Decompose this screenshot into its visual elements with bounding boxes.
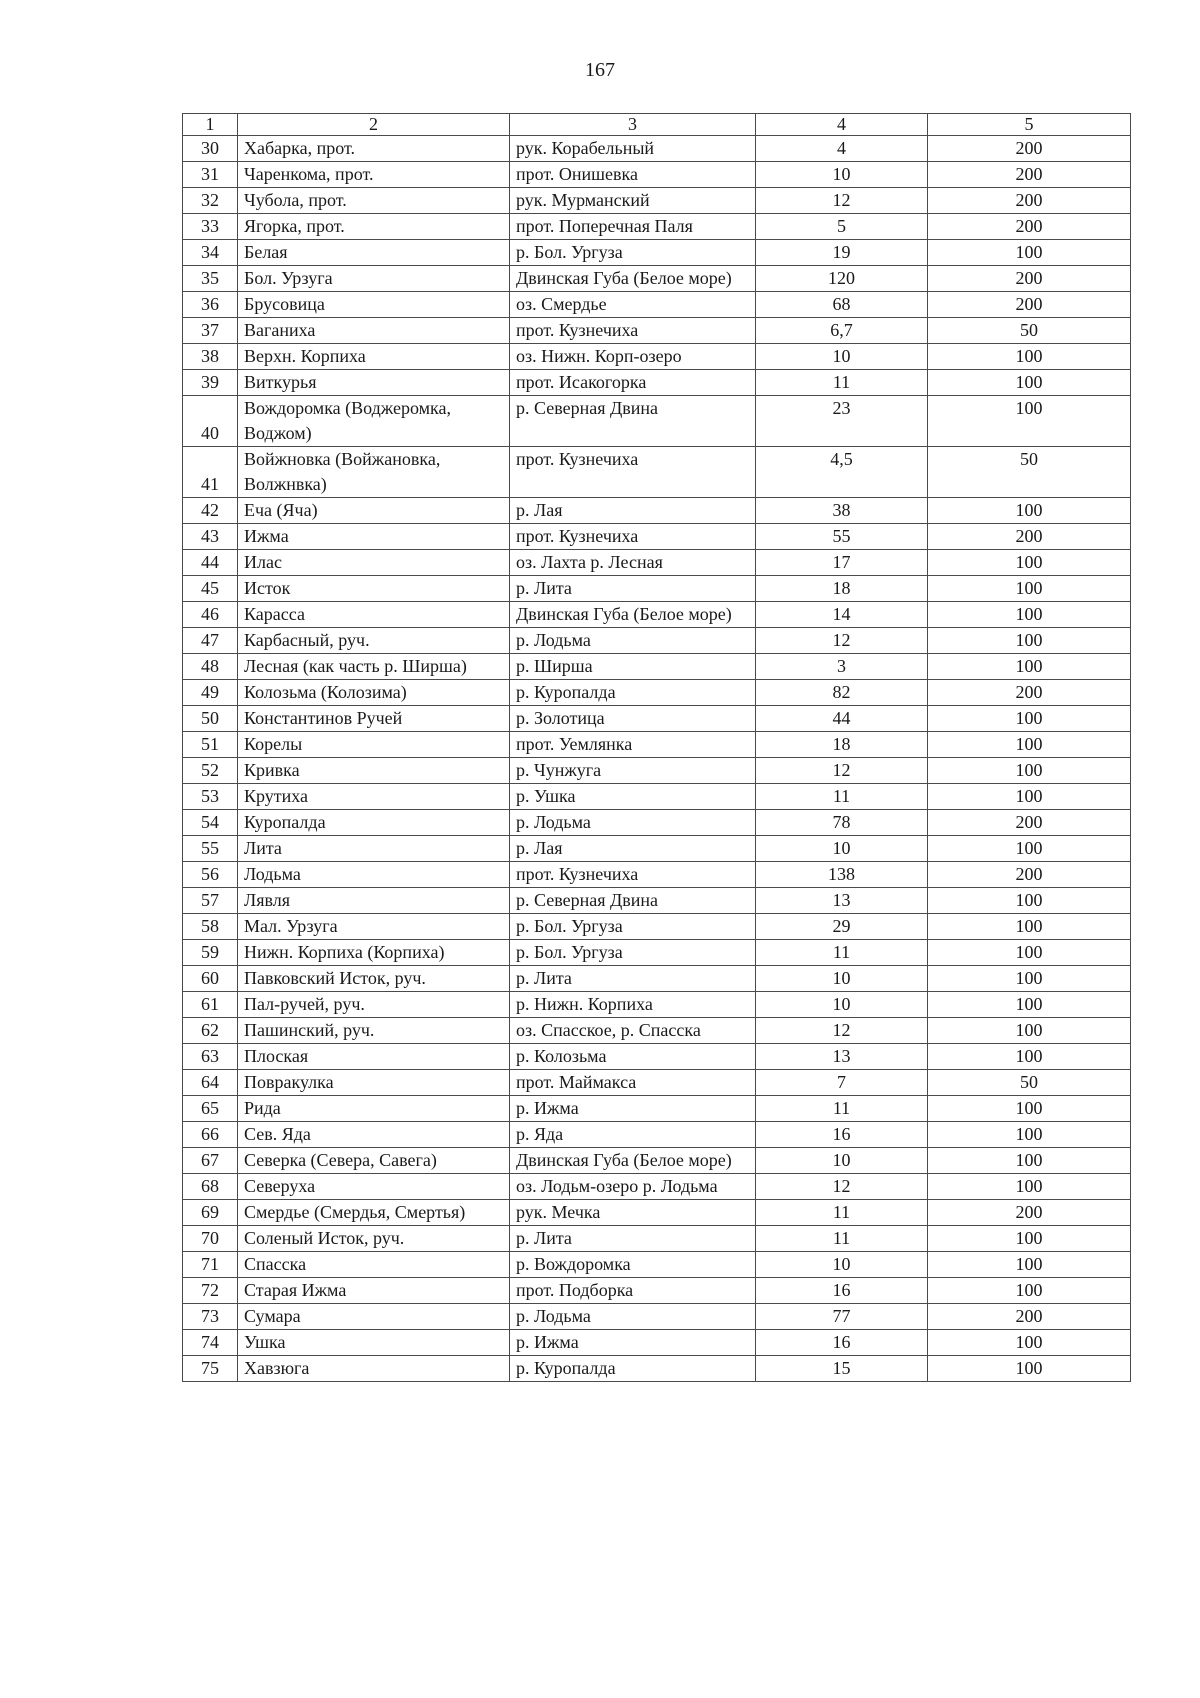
length-cell: 14 (756, 602, 928, 628)
zone-width-cell: 100 (928, 370, 1131, 396)
zone-width-cell: 200 (928, 1200, 1131, 1226)
river-name-cell: Повракулка (238, 1070, 510, 1096)
zone-width-cell: 100 (928, 602, 1131, 628)
outflow-cell: р. Золотица (510, 706, 756, 732)
outflow-cell: оз. Лодьм-озеро р. Лодьма (510, 1174, 756, 1200)
zone-width-cell: 100 (928, 784, 1131, 810)
table-row (183, 292, 1131, 318)
river-name-cell: Исток (238, 576, 510, 602)
outflow-cell: р. Бол. Ургуза (510, 914, 756, 940)
column-number-4: 4 (756, 114, 928, 136)
table-row (183, 758, 1131, 784)
length-cell: 29 (756, 914, 928, 940)
zone-width-cell: 100 (928, 888, 1131, 914)
table-row (183, 1226, 1131, 1252)
row-number-cell: 41 (183, 447, 238, 498)
length-cell: 5 (756, 214, 928, 240)
river-name-cell: Виткурья (238, 370, 510, 396)
outflow-cell: оз. Спасское, р. Спасска (510, 1018, 756, 1044)
page-number: 167 (585, 59, 615, 81)
river-name-cell: Старая Ижма (238, 1278, 510, 1304)
table-row (183, 214, 1131, 240)
row-number-cell: 63 (183, 1044, 238, 1070)
outflow-cell: прот. Поперечная Паля (510, 214, 756, 240)
row-number-cell: 71 (183, 1252, 238, 1278)
table-row (183, 1044, 1131, 1070)
outflow-cell: р. Ижма (510, 1096, 756, 1122)
river-name-cell: Лявля (238, 888, 510, 914)
river-name-cell: Колозьма (Колозима) (238, 680, 510, 706)
row-number-cell: 42 (183, 498, 238, 524)
row-number-cell: 59 (183, 940, 238, 966)
outflow-cell: оз. Лахта р. Лесная (510, 550, 756, 576)
table-row (183, 1304, 1131, 1330)
outflow-cell: прот. Кузнечиха (510, 524, 756, 550)
length-cell: 120 (756, 266, 928, 292)
table-row (183, 914, 1131, 940)
outflow-cell: прот. Исакогорка (510, 370, 756, 396)
river-name-cell: Спасска (238, 1252, 510, 1278)
river-name-cell: Сев. Яда (238, 1122, 510, 1148)
row-number-cell: 72 (183, 1278, 238, 1304)
table-row (183, 836, 1131, 862)
row-number-cell: 57 (183, 888, 238, 914)
zone-width-cell: 100 (928, 576, 1131, 602)
row-number-cell: 74 (183, 1330, 238, 1356)
row-number-cell: 43 (183, 524, 238, 550)
table-row (183, 188, 1131, 214)
length-cell: 12 (756, 188, 928, 214)
zone-width-cell: 100 (928, 1148, 1131, 1174)
row-number-cell: 33 (183, 214, 238, 240)
river-name-cell: Константинов Ручей (238, 706, 510, 732)
zone-width-cell: 200 (928, 524, 1131, 550)
table-row (183, 498, 1131, 524)
length-cell: 138 (756, 862, 928, 888)
table-row (183, 524, 1131, 550)
row-number-cell: 31 (183, 162, 238, 188)
length-cell: 7 (756, 1070, 928, 1096)
length-cell: 11 (756, 1226, 928, 1252)
zone-width-cell: 100 (928, 706, 1131, 732)
outflow-cell: р. Лита (510, 1226, 756, 1252)
outflow-cell: р. Колозьма (510, 1044, 756, 1070)
zone-width-cell: 100 (928, 732, 1131, 758)
outflow-cell: р. Лодьма (510, 810, 756, 836)
row-number-cell: 46 (183, 602, 238, 628)
length-cell: 10 (756, 344, 928, 370)
zone-width-cell: 100 (928, 758, 1131, 784)
river-name-cell: Брусовица (238, 292, 510, 318)
river-name-cell: Рида (238, 1096, 510, 1122)
row-number-cell: 38 (183, 344, 238, 370)
outflow-cell: р. Чунжуга (510, 758, 756, 784)
zone-width-cell: 100 (928, 396, 1131, 447)
river-name-cell: Белая (238, 240, 510, 266)
river-name-cell: Карбасный, руч. (238, 628, 510, 654)
zone-width-cell: 100 (928, 240, 1131, 266)
table-row (183, 654, 1131, 680)
length-cell: 18 (756, 576, 928, 602)
outflow-cell: Двинская Губа (Белое море) (510, 602, 756, 628)
river-name-cell: Соленый Исток, руч. (238, 1226, 510, 1252)
row-number-cell: 58 (183, 914, 238, 940)
table-row (183, 628, 1131, 654)
zone-width-cell: 200 (928, 680, 1131, 706)
river-name-cell: Илас (238, 550, 510, 576)
table-row (183, 370, 1131, 396)
row-number-cell: 52 (183, 758, 238, 784)
zone-width-cell: 100 (928, 1096, 1131, 1122)
outflow-cell: р. Ушка (510, 784, 756, 810)
table-row (183, 1122, 1131, 1148)
zone-width-cell: 50 (928, 318, 1131, 344)
row-number-cell: 47 (183, 628, 238, 654)
length-cell: 13 (756, 888, 928, 914)
zone-width-cell: 200 (928, 862, 1131, 888)
length-cell: 4 (756, 136, 928, 162)
length-cell: 11 (756, 784, 928, 810)
zone-width-cell: 100 (928, 1122, 1131, 1148)
table-row (183, 784, 1131, 810)
column-number-3: 3 (510, 114, 756, 136)
length-cell: 82 (756, 680, 928, 706)
length-cell: 77 (756, 1304, 928, 1330)
length-cell: 23 (756, 396, 928, 447)
river-name-cell: Бол. Урзуга (238, 266, 510, 292)
outflow-cell: р. Северная Двина (510, 888, 756, 914)
row-number-cell: 36 (183, 292, 238, 318)
table-row (183, 680, 1131, 706)
row-number-cell: 50 (183, 706, 238, 732)
table-row (183, 1330, 1131, 1356)
table-row (183, 576, 1131, 602)
length-cell: 38 (756, 498, 928, 524)
table-row (183, 1096, 1131, 1122)
row-number-cell: 37 (183, 318, 238, 344)
length-cell: 10 (756, 836, 928, 862)
zone-width-cell: 200 (928, 162, 1131, 188)
river-name-cell: Корелы (238, 732, 510, 758)
row-number-cell: 62 (183, 1018, 238, 1044)
table-row (183, 550, 1131, 576)
zone-width-cell: 100 (928, 628, 1131, 654)
length-cell: 3 (756, 654, 928, 680)
outflow-cell: прот. Кузнечиха (510, 447, 756, 498)
table-row (183, 1356, 1131, 1382)
zone-width-cell: 100 (928, 344, 1131, 370)
river-name-cell: Карасса (238, 602, 510, 628)
outflow-cell: р. Бол. Ургуза (510, 940, 756, 966)
length-cell: 44 (756, 706, 928, 732)
length-cell: 12 (756, 628, 928, 654)
length-cell: 18 (756, 732, 928, 758)
river-name-cell: Ягорка, прот. (238, 214, 510, 240)
river-name-cell: Вождоромка (Воджеромка, Воджом) (238, 396, 510, 447)
zone-width-cell: 100 (928, 1252, 1131, 1278)
length-cell: 6,7 (756, 318, 928, 344)
outflow-cell: р. Куропалда (510, 1356, 756, 1382)
outflow-cell: р. Лита (510, 966, 756, 992)
row-number-cell: 60 (183, 966, 238, 992)
zone-width-cell: 100 (928, 654, 1131, 680)
outflow-cell: Двинская Губа (Белое море) (510, 266, 756, 292)
row-number-cell: 67 (183, 1148, 238, 1174)
table-row (183, 1174, 1131, 1200)
table-row (183, 888, 1131, 914)
length-cell: 10 (756, 992, 928, 1018)
river-name-cell: Ушка (238, 1330, 510, 1356)
river-name-cell: Верхн. Корпиха (238, 344, 510, 370)
row-number-cell: 30 (183, 136, 238, 162)
outflow-cell: р. Северная Двина (510, 396, 756, 447)
river-name-cell: Лесная (как часть р. Ширша) (238, 654, 510, 680)
outflow-cell: оз. Смердье (510, 292, 756, 318)
row-number-cell: 56 (183, 862, 238, 888)
outflow-cell: прот. Маймакса (510, 1070, 756, 1096)
outflow-cell: р. Лодьма (510, 1304, 756, 1330)
table-row (183, 1018, 1131, 1044)
row-number-cell: 54 (183, 810, 238, 836)
outflow-cell: р. Лая (510, 836, 756, 862)
zone-width-cell: 100 (928, 1356, 1131, 1382)
river-name-cell: Кривка (238, 758, 510, 784)
zone-width-cell: 100 (928, 1174, 1131, 1200)
row-number-cell: 64 (183, 1070, 238, 1096)
row-number-cell: 44 (183, 550, 238, 576)
length-cell: 10 (756, 966, 928, 992)
river-name-cell: Нижн. Корпиха (Корпиха) (238, 940, 510, 966)
zone-width-cell: 200 (928, 810, 1131, 836)
length-cell: 11 (756, 940, 928, 966)
row-number-cell: 48 (183, 654, 238, 680)
length-cell: 11 (756, 1096, 928, 1122)
outflow-cell: р. Ширша (510, 654, 756, 680)
length-cell: 10 (756, 1252, 928, 1278)
column-number-1: 1 (183, 114, 238, 136)
zone-width-cell: 200 (928, 214, 1131, 240)
river-name-cell: Войжновка (Войжановка, Волжнвка) (238, 447, 510, 498)
rivers-table (182, 113, 1131, 1382)
row-number-cell: 49 (183, 680, 238, 706)
length-cell: 12 (756, 758, 928, 784)
table-row (183, 1148, 1131, 1174)
river-name-cell: Сумара (238, 1304, 510, 1330)
table-row (183, 1278, 1131, 1304)
zone-width-cell: 100 (928, 992, 1131, 1018)
row-number-cell: 51 (183, 732, 238, 758)
outflow-cell: р. Лая (510, 498, 756, 524)
length-cell: 15 (756, 1356, 928, 1382)
outflow-cell: оз. Нижн. Корп-озеро (510, 344, 756, 370)
row-number-cell: 65 (183, 1096, 238, 1122)
river-name-cell: Северка (Севера, Савега) (238, 1148, 510, 1174)
river-name-cell: Еча (Яча) (238, 498, 510, 524)
row-number-cell: 69 (183, 1200, 238, 1226)
row-number-cell: 75 (183, 1356, 238, 1382)
outflow-cell: р. Ижма (510, 1330, 756, 1356)
river-name-cell: Чубола, прот. (238, 188, 510, 214)
length-cell: 12 (756, 1174, 928, 1200)
table-row (183, 602, 1131, 628)
length-cell: 12 (756, 1018, 928, 1044)
length-cell: 13 (756, 1044, 928, 1070)
outflow-cell: рук. Мурманский (510, 188, 756, 214)
row-number-cell: 70 (183, 1226, 238, 1252)
zone-width-cell: 200 (928, 136, 1131, 162)
river-name-cell: Ваганиха (238, 318, 510, 344)
zone-width-cell: 100 (928, 966, 1131, 992)
table-row (183, 344, 1131, 370)
outflow-cell: р. Лита (510, 576, 756, 602)
zone-width-cell: 100 (928, 1044, 1131, 1070)
zone-width-cell: 100 (928, 550, 1131, 576)
length-cell: 17 (756, 550, 928, 576)
river-name-cell: Мал. Урзуга (238, 914, 510, 940)
row-number-cell: 53 (183, 784, 238, 810)
table-row (183, 810, 1131, 836)
zone-width-cell: 50 (928, 1070, 1131, 1096)
row-number-cell: 55 (183, 836, 238, 862)
length-cell: 10 (756, 1148, 928, 1174)
table-row (183, 862, 1131, 888)
outflow-cell: рук. Корабельный (510, 136, 756, 162)
length-cell: 4,5 (756, 447, 928, 498)
length-cell: 55 (756, 524, 928, 550)
table-row (183, 732, 1131, 758)
table-row (183, 706, 1131, 732)
outflow-cell: прот. Уемлянка (510, 732, 756, 758)
column-number-5: 5 (928, 114, 1131, 136)
river-name-cell: Пашинский, руч. (238, 1018, 510, 1044)
row-number-cell: 73 (183, 1304, 238, 1330)
zone-width-cell: 100 (928, 1226, 1131, 1252)
river-name-cell: Крутиха (238, 784, 510, 810)
river-name-cell: Павковский Исток, руч. (238, 966, 510, 992)
zone-width-cell: 100 (928, 498, 1131, 524)
row-number-cell: 66 (183, 1122, 238, 1148)
length-cell: 19 (756, 240, 928, 266)
outflow-cell: р. Куропалда (510, 680, 756, 706)
table-row (183, 992, 1131, 1018)
length-cell: 10 (756, 162, 928, 188)
row-number-cell: 40 (183, 396, 238, 447)
table-row (183, 396, 1131, 447)
river-name-cell: Ижма (238, 524, 510, 550)
table-row (183, 162, 1131, 188)
row-number-cell: 34 (183, 240, 238, 266)
outflow-cell: прот. Подборка (510, 1278, 756, 1304)
river-name-cell: Чаренкома, прот. (238, 162, 510, 188)
row-number-cell: 32 (183, 188, 238, 214)
length-cell: 11 (756, 370, 928, 396)
outflow-cell: р. Яда (510, 1122, 756, 1148)
zone-width-cell: 100 (928, 1278, 1131, 1304)
table-row (183, 1252, 1131, 1278)
river-name-cell: Лодьма (238, 862, 510, 888)
row-number-cell: 61 (183, 992, 238, 1018)
zone-width-cell: 50 (928, 447, 1131, 498)
zone-width-cell: 200 (928, 266, 1131, 292)
length-cell: 16 (756, 1330, 928, 1356)
row-number-cell: 35 (183, 266, 238, 292)
length-cell: 78 (756, 810, 928, 836)
river-name-cell: Северуха (238, 1174, 510, 1200)
column-number-2: 2 (238, 114, 510, 136)
table-row (183, 240, 1131, 266)
outflow-cell: прот. Онишевка (510, 162, 756, 188)
length-cell: 68 (756, 292, 928, 318)
outflow-cell: прот. Кузнечиха (510, 318, 756, 344)
zone-width-cell: 200 (928, 292, 1131, 318)
outflow-cell: р. Нижн. Корпиха (510, 992, 756, 1018)
length-cell: 16 (756, 1122, 928, 1148)
table-row (183, 940, 1131, 966)
river-name-cell: Куропалда (238, 810, 510, 836)
outflow-cell: Двинская Губа (Белое море) (510, 1148, 756, 1174)
outflow-cell: р. Бол. Ургуза (510, 240, 756, 266)
river-name-cell: Хавзюга (238, 1356, 510, 1382)
table-row (183, 318, 1131, 344)
outflow-cell: р. Вождоромка (510, 1252, 756, 1278)
zone-width-cell: 100 (928, 940, 1131, 966)
table-row (183, 1200, 1131, 1226)
table-row (183, 966, 1131, 992)
river-name-cell: Хабарка, прот. (238, 136, 510, 162)
river-name-cell: Пал-ручей, руч. (238, 992, 510, 1018)
zone-width-cell: 100 (928, 1330, 1131, 1356)
header-row (183, 114, 1131, 136)
table-row (183, 447, 1131, 498)
zone-width-cell: 200 (928, 1304, 1131, 1330)
zone-width-cell: 100 (928, 914, 1131, 940)
outflow-cell: рук. Мечка (510, 1200, 756, 1226)
length-cell: 16 (756, 1278, 928, 1304)
length-cell: 11 (756, 1200, 928, 1226)
table-row (183, 136, 1131, 162)
table-row (183, 1070, 1131, 1096)
outflow-cell: р. Лодьма (510, 628, 756, 654)
row-number-cell: 68 (183, 1174, 238, 1200)
river-name-cell: Смердье (Смердья, Смертья) (238, 1200, 510, 1226)
river-name-cell: Лита (238, 836, 510, 862)
table-row (183, 266, 1131, 292)
river-name-cell: Плоская (238, 1044, 510, 1070)
row-number-cell: 45 (183, 576, 238, 602)
outflow-cell: прот. Кузнечиха (510, 862, 756, 888)
zone-width-cell: 100 (928, 1018, 1131, 1044)
table-body (183, 114, 1131, 1382)
row-number-cell: 39 (183, 370, 238, 396)
zone-width-cell: 200 (928, 188, 1131, 214)
zone-width-cell: 100 (928, 836, 1131, 862)
